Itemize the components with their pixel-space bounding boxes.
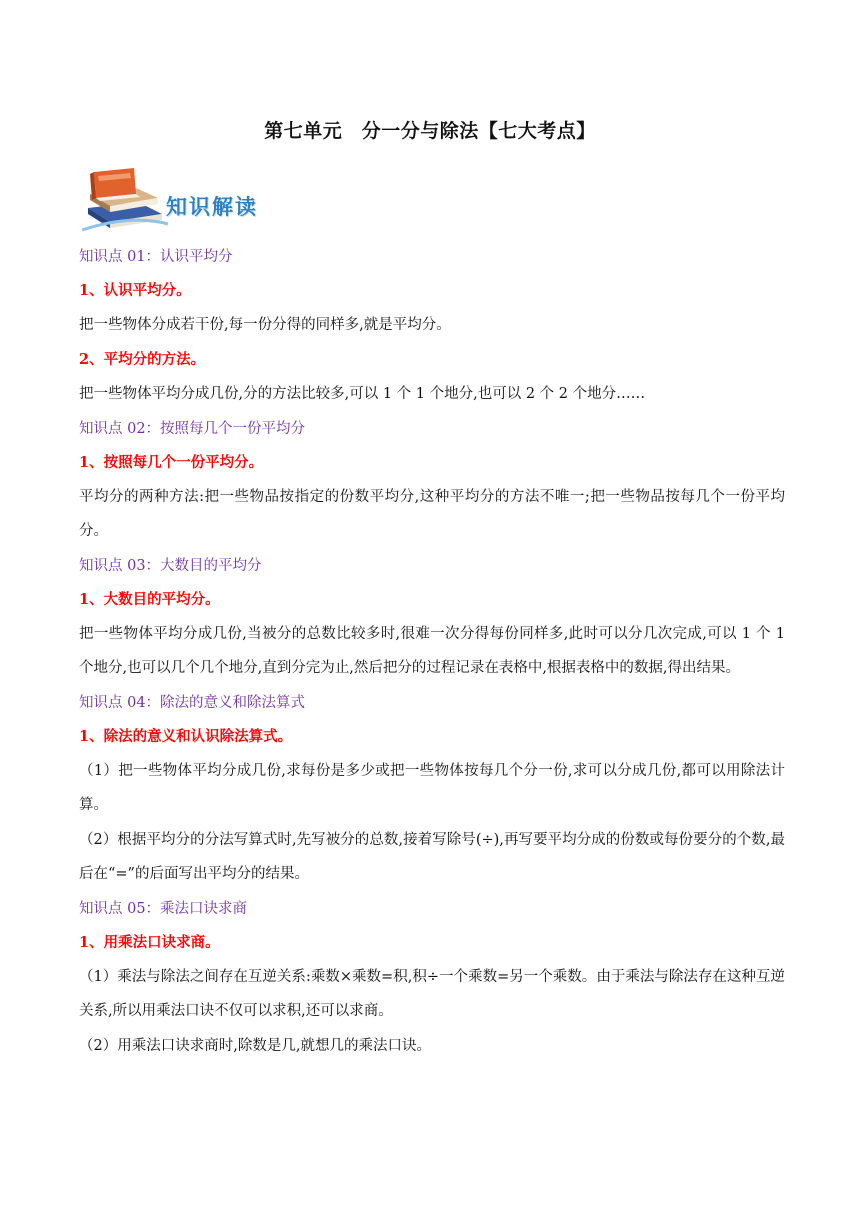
section-heading: 知识点 01：认识平均分 [79, 249, 233, 265]
knowledge-banner [80, 164, 280, 234]
section-kp05 [79, 898, 785, 1069]
books-icon [80, 164, 170, 234]
banner-label: 知识解读 [166, 194, 258, 219]
subheading: 1、大数目的平均分。 [79, 591, 220, 608]
section-kp04 [79, 692, 785, 897]
subheading: 1、认识平均分。 [79, 282, 191, 299]
section-heading: 知识点 02：按照每几个一份平均分 [79, 421, 306, 437]
content [79, 246, 785, 1070]
section-kp02 [79, 418, 785, 554]
paragraph: 把一些物体平均分成几份,分的方法比较多,可以 1 个 1 个地分,也可以 2 个 2 个地分…… [79, 386, 646, 402]
paragraph: （1）乘法与除法之间存在互逆关系:乘数×乘数=积,积÷一个乘数=另一个乘数。由于乘法与除法存在这种互逆关系,所以用乘法口诀不仅可以求积,还可以求商。 [79, 969, 785, 1019]
paragraph: 平均分的两种方法:把一些物品按指定的份数平均分,这种平均分的方法不唯一;把一些物品按每几个一份平均分。 [79, 489, 785, 539]
section-kp03 [79, 555, 785, 691]
section-heading: 知识点 03：大数目的平均分 [79, 558, 262, 574]
section-heading: 知识点 04：除法的意义和除法算式 [79, 695, 306, 711]
paragraph: 把一些物体平均分成几份,当被分的总数比较多时,很难一次分得每份同样多,此时可以分几次完成,可以 1 个 1 个地分,也可以几个几个地分,直到分完为止,然后把分的过程记录在表格中,根据表格中的数据,得出结果。 [79, 626, 785, 676]
paragraph: （2）根据平均分的分法写算式时,先写被分的总数,接着写除号(÷),再写要平均分成的份数或每份要分的个数,最后在“=”的后面写出平均分的结果。 [79, 832, 785, 882]
subheading: 1、除法的意义和认识除法算式。 [79, 728, 293, 745]
subheading: 2、平均分的方法。 [79, 351, 206, 368]
paragraph: （2）用乘法口诀求商时,除数是几,就想几的乘法口诀。 [79, 1038, 431, 1054]
paragraph: （1）把一些物体平均分成几份,求每份是多少或把一些物体按每几个分一份,求可以分成几份,都可以用除法计算。 [79, 763, 785, 813]
page-title: 第七单元 分一分与除法【七大考点】 [264, 120, 596, 142]
section-kp01 [79, 246, 785, 417]
subheading: 1、用乘法口诀求商。 [79, 934, 220, 951]
subheading: 1、按照每几个一份平均分。 [79, 454, 264, 471]
section-heading: 知识点 05：乘法口诀求商 [79, 901, 248, 917]
paragraph: 把一些物体分成若干份,每一份分得的同样多,就是平均分。 [79, 317, 451, 333]
